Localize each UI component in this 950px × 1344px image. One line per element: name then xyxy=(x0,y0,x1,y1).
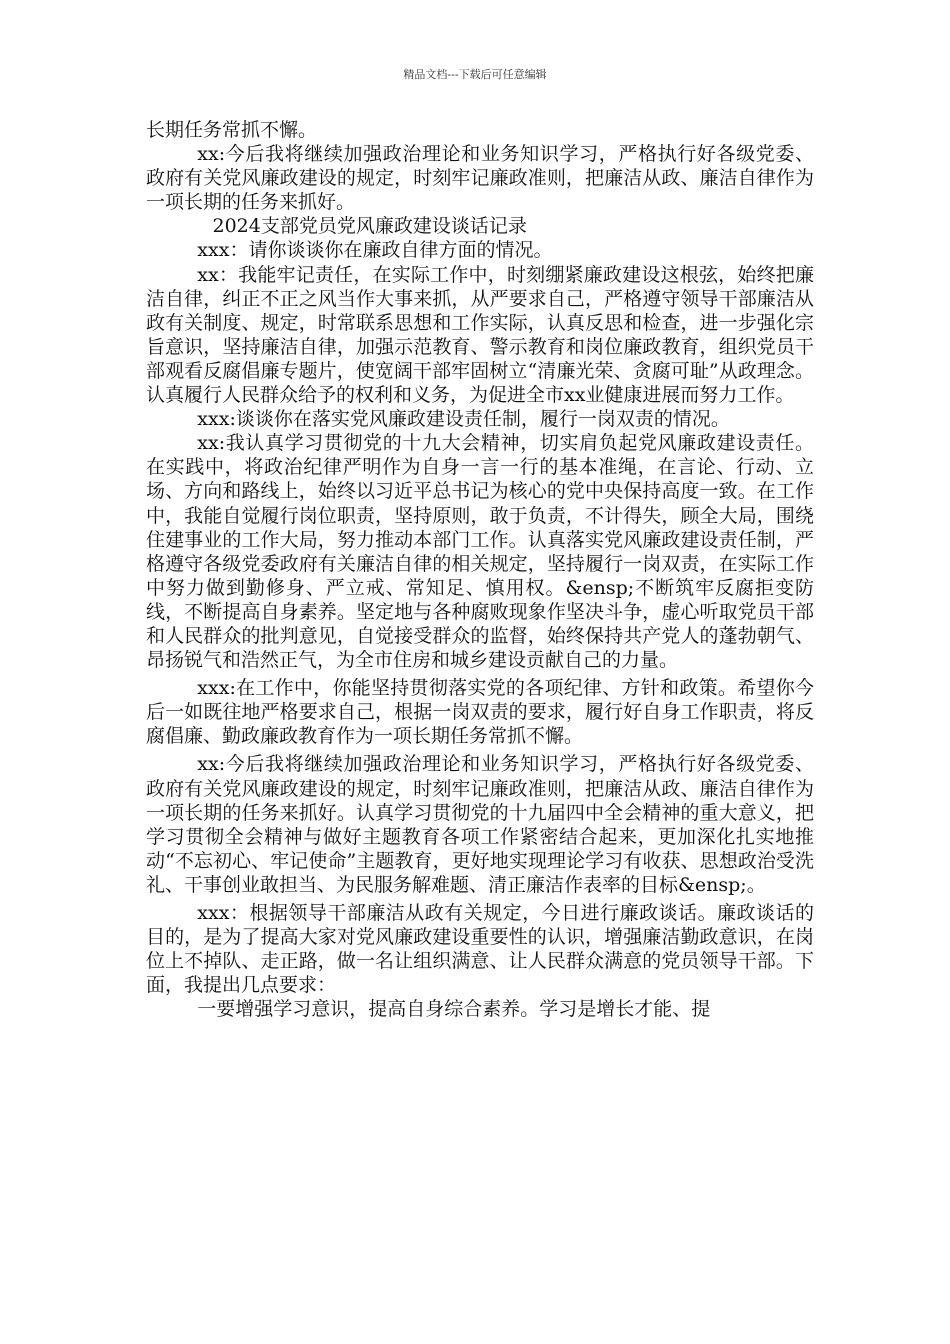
page-header: 精品文档---下载后可任意编辑 xyxy=(403,68,547,81)
paragraph: xxx:在工作中，你能坚持贯彻落实党的各项纪律、方针和政策。希望你今后一如既往地严格要求自己，根据一岗双责的要求，履行好自身工作职责，将反腐倡廉、勤政廉政教育作为一项长期任务常抓不懈。 xyxy=(146,677,814,748)
paragraph: 一要增强学习意识，提高自身综合素养。学习是增长才能、提 xyxy=(197,998,711,1021)
document-body xyxy=(146,118,814,1021)
paragraph-continuation: 长期任务常抓不懈。 xyxy=(146,119,318,141)
paragraph: xx:今后我将继续加强政治理论和业务知识学习，严格执行好各级党委、政府有关党风廉政建设的规定，时刻牢记廉政准则，把廉洁从政、廉洁自律作为一项长期的任务来抓好。认真学习贯彻党的十九届四中全会精神的重大意义，把学习贯彻全会精神与做好主题教育各项工作紧密结合起来，更加深化扎实地推动“不忘初心、牢记使命”主题教育，更好地实现理论学习有收获、思想政治受洗礼、干事创业敢担当、为民服务解难题、清正廉洁作表率的目标&ensp;。 xyxy=(146,753,814,896)
paragraph: xx：我能牢记责任，在实际工作中，时刻绷紧廉政建设这根弦，始终把廉洁自律，纠正不正之风当作大事来抓，从严要求自己，严格遵守领导干部廉洁从政有关制度、规定，时常联系思想和工作实际，认真反思和检查，进一步强化宗旨意识，坚持廉洁自律，加强示范教育、警示教育和岗位廉政教育，组织党员干部观看反腐倡廉专题片，使宽阔干部牢固树立“清廉光荣、贪腐可耻”从政理念。认真履行人民群众给予的权利和义务，为促进全市xx业健康进展而努力工作。 xyxy=(146,263,814,407)
paragraph: xx:我认真学习贯彻党的十九大会精神，切实肩负起党风廉政建设责任。在实践中，将政治纪律严明作为自身一言一行的基本准绳，在言论、行动、立场、方向和路线上，始终以习近平总书记为核心的党中央保持高度一致。在工作中，我能自觉履行岗位职责，坚持原则，敢于负责，不计得失，顾全大局，围绕住建事业的工作大局，努力推动本部门工作。认真落实党风廉政建设责任制，严格遵守各级党委政府有关廉洁自律的相关规定，坚持履行一岗双责，在实际工作中努力做到勤修身、严立戒、常知足、慎用权。&ensp;不断筑牢反腐拒变防线，不断提高自身素养。坚定地与各种腐败现象作坚决斗争，虚心听取党员干部和人民群众的批判意见，自觉接受群众的监督，始终保持共产党人的蓬勃朝气、昂扬锐气和浩然正气，为全市住房和城乡建设贡献自己的力量。 xyxy=(146,432,814,672)
paragraph: xxx：请你谈谈你在廉政自律方面的情况。 xyxy=(197,239,553,262)
section-title: 2024支部党员党风廉政建设谈话记录 xyxy=(212,215,527,238)
paragraph: xxx：根据领导干部廉洁从政有关规定，今日进行廉政谈话。廉政谈话的目的，是为了提高大家对党风廉政建设重要性的认识，增强廉洁勤政意识，在岗位上不掉队、走正路，做一名让组织满意、让人民群众满意的党员领导干部。下面，我提出几点要求： xyxy=(146,902,814,997)
paragraph: xxx:谈谈你在落实党风廉政建设责任制，履行一岗双责的情况。 xyxy=(197,408,730,431)
paragraph: xx:今后我将继续加强政治理论和业务知识学习，严格执行好各级党委、政府有关党风廉政建设的规定，时刻牢记廉政准则，把廉洁从政、廉洁自律作为一项长期的任务来抓好。 xyxy=(146,143,814,214)
